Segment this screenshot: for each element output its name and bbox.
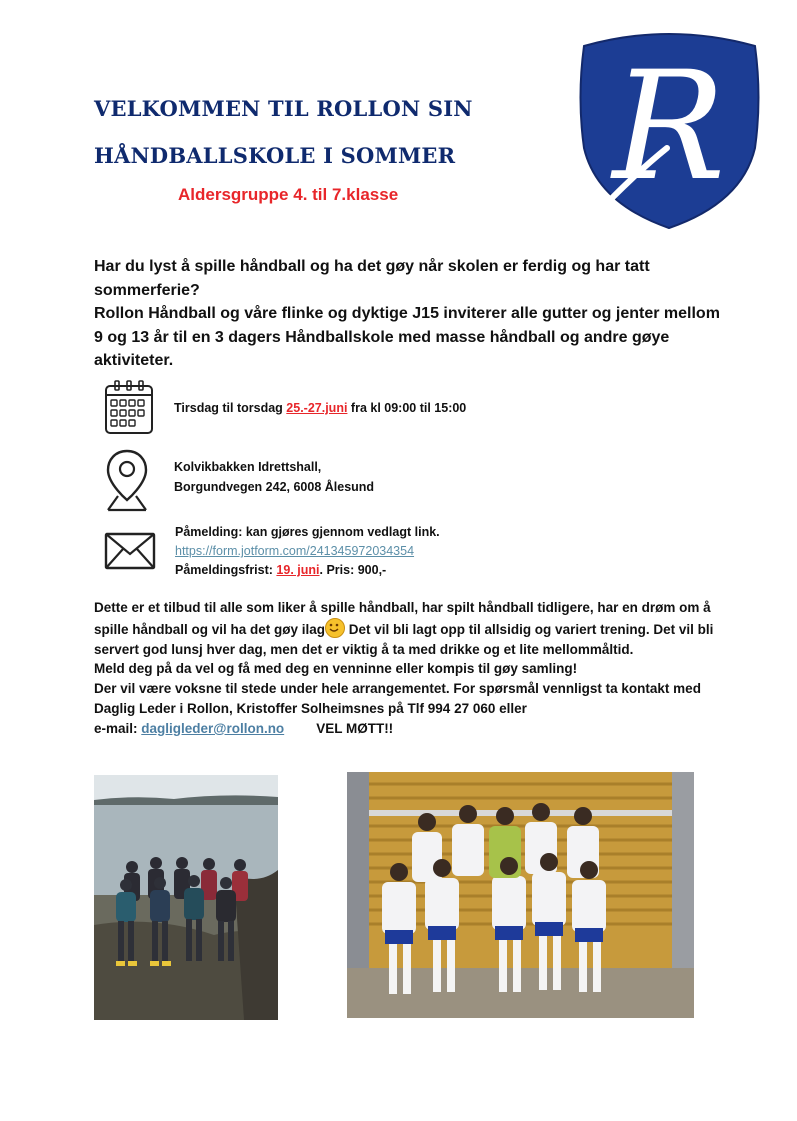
offer-text-start: Dette er et tilbud til alle som liker å spille håndball, har spilt håndball tidligere, har en drøm om å spille håndball og vil ha det gøy ilag (94, 600, 711, 637)
body-text (94, 598, 734, 739)
logo-letter: R (612, 40, 726, 214)
deadline-date: 19. juni (276, 563, 320, 577)
signup-text: Påmelding: kan gjøres gjennom vedlagt link. (175, 525, 440, 539)
event-date (174, 398, 466, 418)
outdoor-group-photo (94, 775, 278, 1020)
body-email-line (94, 719, 734, 739)
signup-deadline (175, 561, 440, 580)
date-prefix: Tirsdag til torsdag (174, 401, 287, 415)
age-group-subtitle: Aldersgruppe 4. til 7.klasse (178, 185, 399, 204)
signup-link[interactable]: https://form.jotform.com/241345972034354 (175, 544, 415, 558)
page-title-line-2: HÅNDBALLSKOLE I SOMMER (94, 143, 456, 168)
body-paragraph-signup: Meld deg på da vel og få med deg en venninne eller kompis til gøy samling! (94, 661, 578, 677)
date-suffix: fra kl 09:00 til 15:00 (347, 401, 467, 415)
team-hall-photo (347, 772, 694, 1018)
venue-address: Borgundvegen 242, 6008 Ålesund (174, 480, 375, 494)
intro-text (94, 255, 724, 373)
closing-text: VEL MØTT!! (316, 720, 394, 736)
offer-text-end: Det vil bli lagt opp til allsidig og variert trening. Det vil bli servert god lunsj hver dag, men det er viktig å ta med drikke og et lite mellommåltid. (94, 621, 714, 657)
email-label: e-mail: (94, 720, 142, 736)
body-paragraph-offer (94, 598, 734, 659)
intro-question: Har du lyst å spille håndball og ha det gøy når skolen er ferdig og har tatt sommerferie? (94, 258, 650, 299)
deadline-suffix-price: . Pris: 900,- (319, 563, 387, 577)
deadline-prefix: Påmeldingsfrist: (175, 563, 277, 577)
intro-invitation: Rollon Håndball og våre flinke og dyktige J15 inviterer alle gutter og jenter mellom 9 og 13 år til en 3 dagers Håndballskole med masse håndball og andre gøye aktiviteter. (94, 305, 720, 369)
page-title-line-1: VELKOMMEN TIL ROLLON SIN (94, 96, 473, 121)
envelope-icon (104, 531, 156, 571)
email-link[interactable]: dagligleder@rollon.no (141, 720, 285, 736)
venue-name: Kolvikbakken Idrettshall, (174, 460, 322, 474)
body-paragraph-contact: Der vil være voksne til stede under hele arrangementet. For spørsmål vennligst ta kontakt med Daglig Leder i Rollon, Kristoffer Solheimsnes på Tlf 994 27 060 eller (94, 681, 701, 716)
smiley-emoji-icon (325, 618, 345, 638)
calendar-icon (104, 380, 154, 436)
date-range: 25.-27.juni (286, 401, 348, 415)
location-pin-icon (104, 448, 150, 514)
signup-block (175, 523, 440, 580)
venue-block (174, 457, 374, 497)
rollon-logo (572, 28, 767, 233)
